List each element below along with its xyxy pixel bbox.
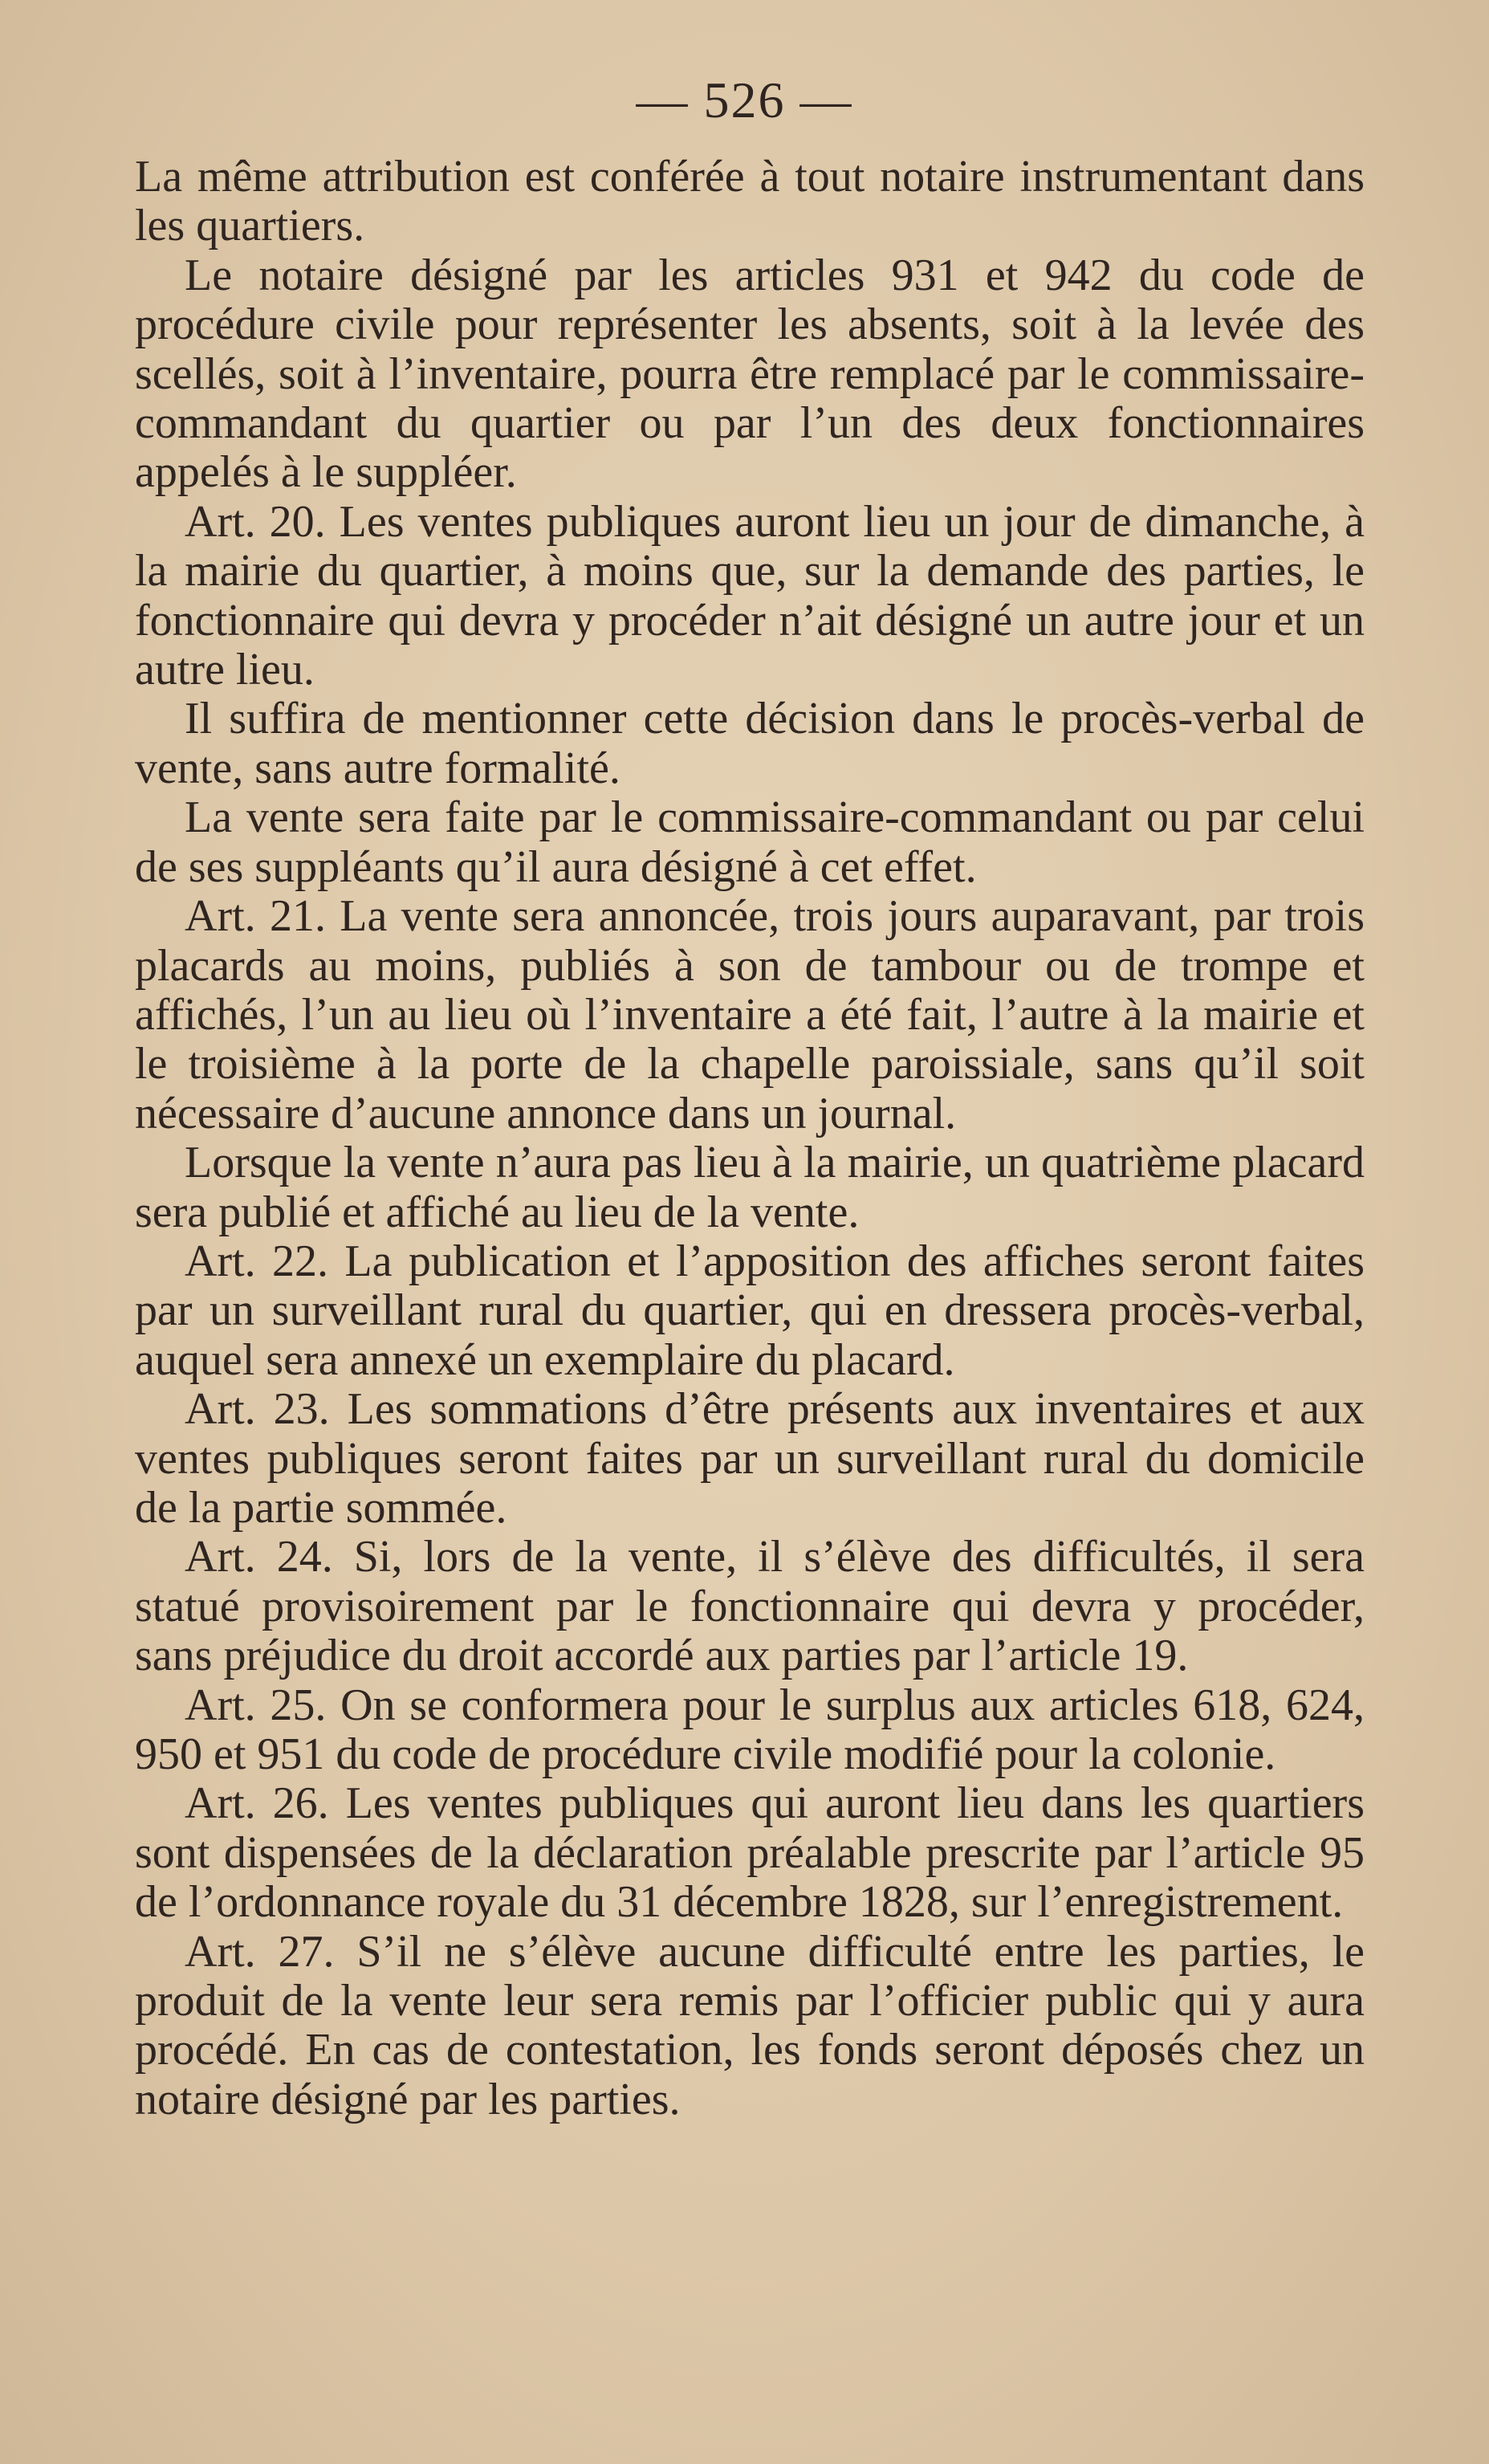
paragraph-art-21: Art. 21. La vente sera annoncée, trois jours auparavant, par trois placards au moins, publiés à son de tambour ou de trompe et affichés, l’un au lieu où l’inventaire a été fait, l’autre à la mairie et le troisième à la porte de la chapelle paroissiale, sans qu’il soit nécessaire d’aucune annonce dans un journal. (135, 891, 1365, 1138)
paragraph-vente-faite: La vente sera faite par le commissaire-commandant ou par celui de ses suppléants qu’il aura désigné à cet effet. (135, 792, 1365, 892)
page-number: — 526 — (636, 71, 853, 128)
paragraph-proces-verbal: Il suffira de mentionner cette décision dans le procès-verbal de vente, sans autre formalité. (135, 694, 1365, 793)
paragraph-art-27: Art. 27. S’il ne s’élève aucune difficulté entre les parties, le produit de la vente leur sera remis par l’officier public qui y aura procédé. En cas de contestation, les fonds seront déposés chez un notaire désigné par les parties. (135, 1926, 1365, 2124)
paragraph-notaire: Le notaire désigné par les articles 931 et 942 du code de procédure civile pour représenter les absents, soit à la levée des scellés, soit à l’inventaire, pourra être remplacé par le commissaire-commandant du quartier ou par l’un des deux fonctionnaires appelés à le suppléer. (135, 250, 1365, 498)
paragraph-art-25: Art. 25. On se conformera pour le surplus aux articles 618, 624, 950 et 951 du code de procédure civile modifié pour la colonie. (135, 1680, 1365, 1779)
paragraph-quatrieme-placard: Lorsque la vente n’aura pas lieu à la mairie, un quatrième placard sera publié et affiché au lieu de la vente. (135, 1138, 1365, 1237)
body-text (135, 153, 1365, 2124)
paragraph-art-20: Art. 20. Les ventes publiques auront lieu un jour de dimanche, à la mairie du quartier, à moins que, sur la demande des parties, le fonctionnaire qui devra y procéder n’ait désigné un autre jour et un autre lieu. (135, 496, 1365, 695)
paragraph-art-22: Art. 22. La publication et l’apposition des affiches seront faites par un surveillant rural du quartier, qui en dressera procès-verbal, auquel sera annexé un exemplaire du placard. (135, 1236, 1365, 1385)
paragraph-art-26: Art. 26. Les ventes publiques qui auront lieu dans les quartiers sont dispensées de la déclaration préalable prescrite par l’article 95 de l’ordonnance royale du 31 décembre 1828, sur l’enregistrement. (135, 1778, 1365, 1928)
paragraph-attribution: La même attribution est conférée à tout notaire instrumentant dans les quartiers. (135, 152, 1365, 251)
paragraph-art-23: Art. 23. Les sommations d’être présents aux inventaires et aux ventes publiques seront faites par un surveillant rural du domicile de la partie sommée. (135, 1384, 1365, 1533)
paragraph-art-24: Art. 24. Si, lors de la vente, il s’élève des difficultés, il sera statué provisoirement par le fonctionnaire qui devra y procéder, sans préjudice du droit accordé aux parties par l’article 19. (135, 1532, 1365, 1681)
